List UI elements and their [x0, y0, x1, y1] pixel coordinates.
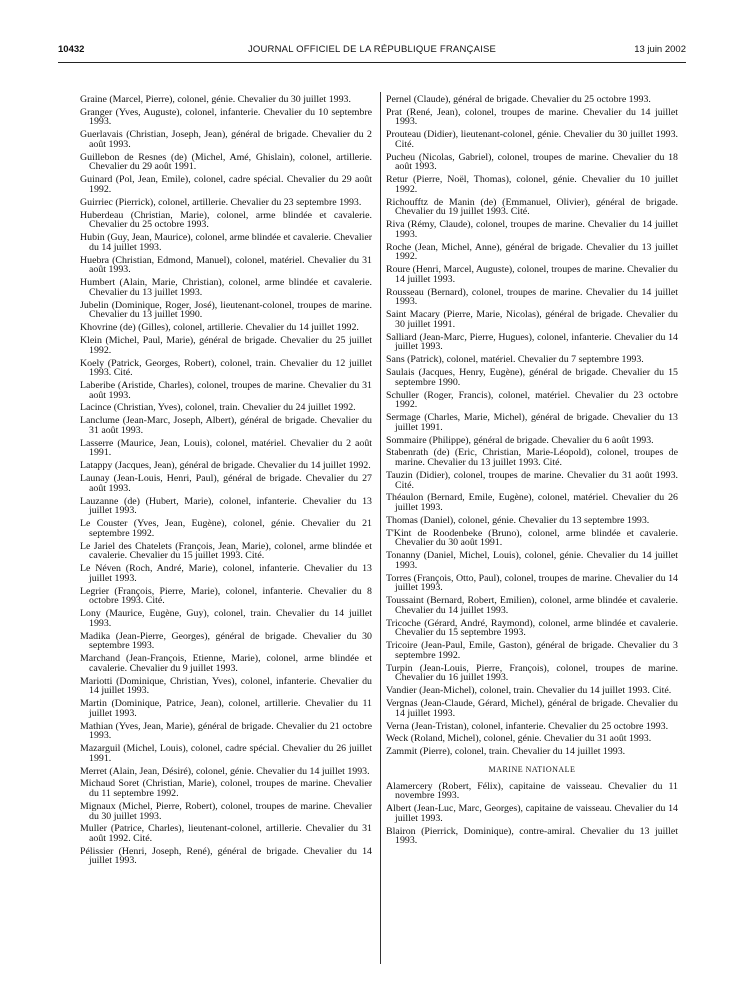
list-item: Michaud Soret (Christian, Marie), colonel, troupes de marine. Chevalier du 11 septembre 1992.: [80, 778, 372, 800]
column-divider: [380, 92, 381, 964]
journal-title: JOURNAL OFFICIEL DE LA RÉPUBLIQUE FRANÇAISE: [247, 44, 497, 55]
list-item: Mathian (Yves, Jean, Marie), général de brigade. Chevalier du 21 octobre 1993.: [80, 720, 372, 742]
list-item: Prouteau (Didier), lieutenant-colonel, génie. Chevalier du 30 juillet 1993. Cité.: [386, 129, 678, 150]
list-item: Lauzanne (de) (Hubert, Marie), colonel, infanterie. Chevalier du 13 juillet 1993.: [80, 495, 372, 517]
list-item: Sermage (Charles, Marie, Michel), général de brigade. Chevalier du 13 juillet 1991.: [386, 412, 678, 433]
list-item: Prat (René, Jean), colonel, troupes de marine. Chevalier du 14 juillet 1993.: [386, 106, 678, 128]
list-item: Saint Macary (Pierre, Marie, Nicolas), général de brigade. Chevalier du 30 juillet 1991.: [386, 309, 678, 330]
list-item: Madika (Jean-Pierre, Georges), général de brigade. Chevalier du 30 septembre 1993.: [80, 630, 372, 652]
list-item: Lasserre (Maurice, Jean, Louis), colonel, matériel. Chevalier du 2 août 1991.: [80, 437, 372, 459]
list-item: Guirriec (Pierrick), colonel, artillerie. Chevalier du 23 septembre 1993.: [80, 196, 362, 208]
list-item: Sommaire (Philippe), général de brigade. Chevalier du 6 août 1993.: [386, 434, 654, 446]
list-item: Guerlavais (Christian, Joseph, Jean), général de brigade. Chevalier du 2 août 1993.: [80, 129, 372, 150]
list-item: Weck (Roland, Michel), colonel, génie. Chevalier du 31 août 1993.: [386, 733, 652, 745]
list-item: Retur (Pierre, Noël, Thomas), colonel, génie. Chevalier du 10 juillet 1992.: [386, 174, 678, 195]
list-item: Merret (Alain, Jean, Désiré), colonel, génie. Chevalier du 14 juillet 1993.: [80, 765, 370, 777]
list-item: Martin (Dominique, Patrice, Jean), colonel, artillerie. Chevalier du 11 juillet 1993.: [80, 698, 372, 719]
list-item: Salliard (Jean-Marc, Pierre, Hugues), colonel, infanterie. Chevalier du 14 juillet 1993.: [386, 331, 678, 353]
list-item: Torres (François, Otto, Paul), colonel, troupes de marine. Chevalier du 14 juillet 1993.: [386, 572, 678, 594]
list-item: Tauzin (Didier), colonel, troupes de marine. Chevalier du 31 août 1993. Cité.: [386, 469, 678, 491]
list-item: Schuller (Roger, Francis), colonel, matériel. Chevalier du 23 octobre 1992.: [386, 389, 678, 411]
list-item: Turpin (Jean-Louis, Pierre, François), colonel, troupes de marine. Chevalier du 16 juillet 1993.: [386, 662, 678, 684]
list-item: Hubin (Guy, Jean, Maurice), colonel, arme blindée et cavalerie. Chevalier du 14 juillet 1993.: [80, 232, 372, 253]
list-item: Thomas (Daniel), colonel, génie. Chevalier du 13 septembre 1993.: [386, 514, 650, 526]
list-item: Latappy (Jacques, Jean), général de brigade. Chevalier du 14 juillet 1992.: [80, 460, 371, 472]
list-item: Blairon (Pierrick, Dominique), contre-amiral. Chevalier du 13 juillet 1993.: [386, 825, 678, 847]
list-item: Laberibe (Aristide, Charles), colonel, troupes de marine. Chevalier du 31 août 1993.: [80, 380, 372, 401]
right-column: [386, 95, 678, 849]
list-item: Le Néven (Roch, André, Marie), colonel, infanterie. Chevalier du 13 juillet 1993.: [80, 563, 372, 584]
list-item: Richoufftz de Manin (de) (Emmanuel, Olivier), général de brigade. Chevalier du 19 juillet 1993. Cité.: [386, 196, 678, 218]
list-item: Le Couster (Yves, Jean, Eugène), colonel, génie. Chevalier du 21 septembre 1992.: [80, 518, 372, 539]
list-item: Théaulon (Bernard, Emile, Eugène), colonel, matériel. Chevalier du 26 juillet 1993.: [386, 492, 678, 514]
list-item: Guinard (Pol, Jean, Emile), colonel, cadre spécial. Chevalier du 29 août 1992.: [80, 174, 372, 195]
list-item: Alamercery (Robert, Félix), capitaine de vaisseau. Chevalier du 11 novembre 1993.: [386, 780, 678, 802]
list-item: Launay (Jean-Louis, Henri, Paul), général de brigade. Chevalier du 27 août 1993.: [80, 473, 372, 494]
publication-date: 13 juin 2002: [634, 44, 686, 55]
header-rule: [58, 62, 686, 63]
list-item: Mariotti (Dominique, Christian, Yves), colonel, infanterie. Chevalier du 14 juillet 1993.: [80, 675, 372, 697]
list-item: Sans (Patrick), colonel, matériel. Chevalier du 7 septembre 1993.: [386, 354, 644, 366]
list-item: Rousseau (Bernard), colonel, troupes de marine. Chevalier du 14 juillet 1993.: [386, 286, 678, 308]
list-item: Lanclume (Jean-Marc, Joseph, Albert), général de brigade. Chevalier du 31 août 1993.: [80, 415, 372, 436]
page-header: [58, 44, 686, 60]
list-item: Pélissier (Henri, Joseph, René), général de brigade. Chevalier du 14 juillet 1993.: [80, 845, 372, 867]
list-item: Stabenrath (de) (Eric, Christian, Marie-Léopold), colonel, troupes de marine. Chevalier du 13 juillet 1993. Cité.: [386, 447, 678, 469]
list-item: Lacince (Christian, Yves), colonel, train. Chevalier du 24 juillet 1992.: [80, 402, 356, 414]
list-item: Marchand (Jean-François, Etienne, Marie), colonel, arme blindée et cavalerie. Chevalier du 9 juillet 1993.: [80, 653, 372, 674]
list-item: Pucheu (Nicolas, Gabriel), colonel, troupes de marine. Chevalier du 18 août 1993.: [386, 151, 678, 173]
list-item: Tonanny (Daniel, Michel, Louis), colonel, génie. Chevalier du 14 juillet 1993.: [386, 550, 678, 571]
list-item: Mignaux (Michel, Pierre, Robert), colonel, troupes de marine. Chevalier du 30 juillet 1993.: [80, 800, 372, 822]
list-item: Tricoire (Jean-Paul, Emile, Gaston), général de brigade. Chevalier du 3 septembre 1992.: [386, 640, 678, 661]
list-item: Roche (Jean, Michel, Anne), général de brigade. Chevalier du 13 juillet 1992.: [386, 241, 678, 263]
list-item: Graine (Marcel, Pierre), colonel, génie. Chevalier du 30 juillet 1993.: [80, 94, 351, 105]
list-item: Vergnas (Jean-Claude, Gérard, Michel), général de brigade. Chevalier du 14 juillet 1993.: [386, 698, 678, 719]
page-number: 10432: [58, 44, 85, 55]
list-item: T'Kint de Roodenbeke (Bruno), colonel, arme blindée et cavalerie. Chevalier du 30 août 1991.: [386, 527, 678, 549]
list-item: Tricoche (Gérard, André, Raymond), colonel, arme blindée et cavalerie. Chevalier du 15 septembre 1993.: [386, 617, 678, 639]
list-item: Saulais (Jacques, Henry, Eugène), général de brigade. Chevalier du 15 septembre 1990.: [386, 367, 678, 388]
list-item: Toussaint (Bernard, Robert, Emilien), colonel, arme blindée et cavalerie. Chevalier du 14 juillet 1993.: [386, 595, 678, 616]
list-item: Klein (Michel, Paul, Marie), général de brigade. Chevalier du 25 juillet 1992.: [80, 335, 372, 356]
list-item: Le Jariel des Chatelets (François, Jean, Marie), colonel, arme blindée et cavalerie. Chevalier du 15 juillet 1993. Cité.: [80, 540, 372, 562]
marine-entries: [386, 782, 678, 846]
list-item: Riva (Rémy, Claude), colonel, troupes de marine. Chevalier du 14 juillet 1993.: [386, 219, 678, 240]
list-item: Muller (Patrice, Charles), lieutenant-colonel, artillerie. Chevalier du 31 août 1992. Cité.: [80, 823, 372, 844]
left-column: [80, 95, 372, 869]
list-item: Koely (Patrick, Georges, Robert), colonel, train. Chevalier du 12 juillet 1993. Cité.: [80, 357, 372, 379]
list-item: Khovrine (de) (Gilles), colonel, artillerie. Chevalier du 14 juillet 1992.: [80, 322, 359, 334]
list-item: Lony (Maurice, Eugène, Guy), colonel, train. Chevalier du 14 juillet 1993.: [80, 608, 372, 629]
right-column-entries: [386, 95, 678, 757]
list-item: Guillebon de Resnes (de) (Michel, Amé, Ghislain), colonel, artillerie. Chevalier du 29 août 1991.: [80, 151, 372, 173]
list-item: Albert (Jean-Luc, Marc, Georges), capitaine de vaisseau. Chevalier du 14 juillet 1993.: [386, 803, 678, 824]
list-item: Huebra (Christian, Edmond, Manuel), colonel, matériel. Chevalier du 31 août 1993.: [80, 254, 372, 276]
list-item: Verna (Jean-Tristan), colonel, infanterie. Chevalier du 25 octobre 1993.: [386, 720, 669, 732]
list-item: Granger (Yves, Auguste), colonel, infanterie. Chevalier du 10 septembre 1993.: [80, 106, 372, 128]
list-item: Humbert (Alain, Marie, Christian), colonel, arme blindée et cavalerie. Chevalier du 13 juillet 1993.: [80, 277, 372, 298]
list-item: Legrier (François, Pierre, Marie), colonel, infanterie. Chevalier du 8 octobre 1993. Cité.: [80, 585, 372, 607]
list-item: Roure (Henri, Marcel, Auguste), colonel, troupes de marine. Chevalier du 14 juillet 1993.: [386, 264, 678, 285]
list-item: Pernel (Claude), général de brigade. Chevalier du 25 octobre 1993.: [386, 94, 651, 105]
list-item: Huberdeau (Christian, Marie), colonel, arme blindée et cavalerie. Chevalier du 25 octobre 1993.: [80, 209, 372, 231]
list-item: Vandier (Jean-Michel), colonel, train. Chevalier du 14 juillet 1993. Cité.: [386, 685, 672, 697]
list-item: Mazarguil (Michel, Louis), colonel, cadre spécial. Chevalier du 26 juillet 1991.: [80, 743, 372, 764]
list-item: Jubelin (Dominique, Roger, José), lieutenant-colonel, troupes de marine. Chevalier du 13 juillet 1990.: [80, 299, 372, 321]
list-item: Zammit (Pierre), colonel, train. Chevalier du 14 juillet 1993.: [386, 746, 626, 758]
section-heading-marine: MARINE NATIONALE: [488, 764, 576, 774]
